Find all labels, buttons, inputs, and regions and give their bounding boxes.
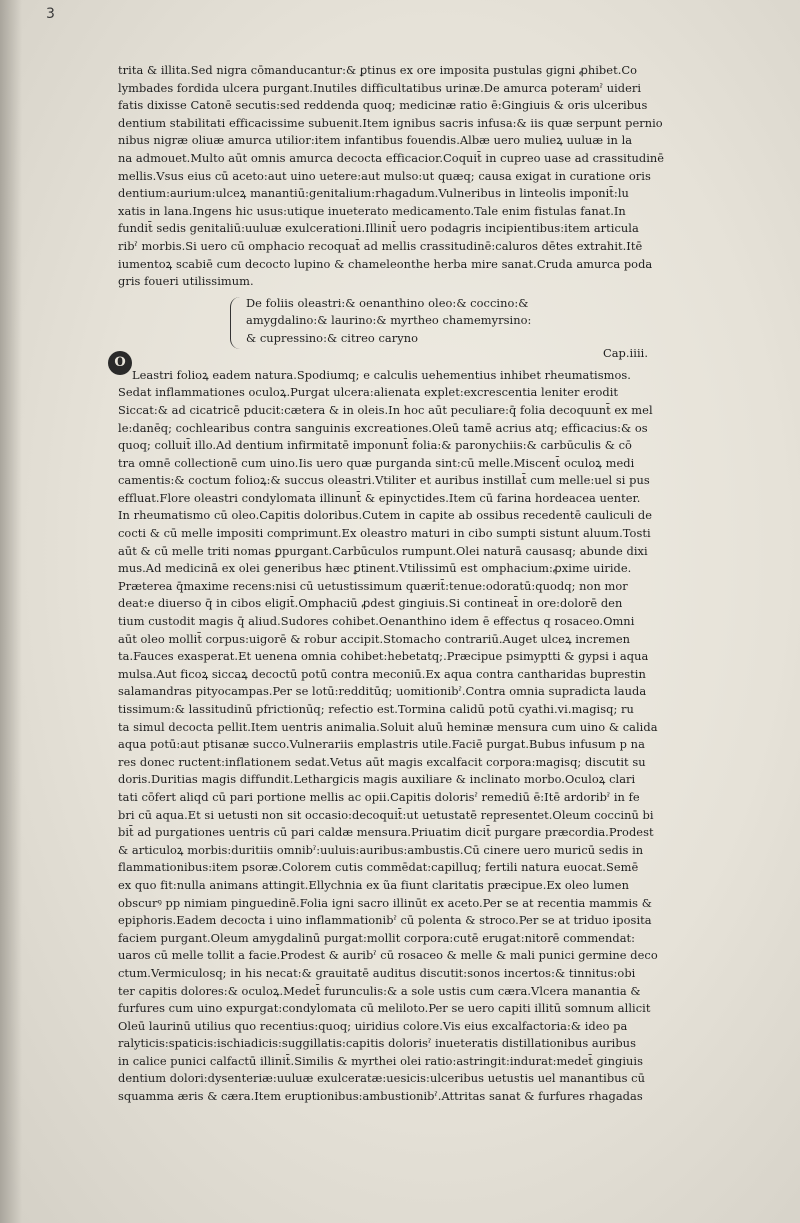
text-line: doris.Duritias magis diffundit.Lethargicis magis auxiliare & inclinato morbo.Oculoꝝ clari bbox=[118, 772, 636, 787]
text-line: uaros cū melle tollit a facie.Prodest & auribˀ cū rosaceo & melle & mali punici germine deco bbox=[118, 948, 658, 963]
text-line: In rheumatismo cū oleo.Capitis doloribus.Cutem in capite ab ossibus recedentē cauliculi de bbox=[118, 508, 653, 523]
chapter-heading bbox=[114, 293, 688, 370]
heading-brace bbox=[230, 297, 243, 349]
text-line: Siccat:& ad cicatricē pducit:cætera & in oleis.In hoc aūt peculiare:q̄ folia decoquunt̄ ex mel bbox=[118, 402, 653, 417]
text-line: camentis:& coctum folioꝝ:& succus oleastri.Vtiliter et auribus instillat̄ cum melle:uel si pus bbox=[118, 473, 650, 488]
text-line: ribˀ morbis.Si uero cū omphacio recoquat̄ ad mellis crassitudinē:caluros dētes extrahit.Itē bbox=[118, 238, 643, 253]
text-line: aūt & cū melle triti nomas ꝑpurgant.Carbūculos rumpunt.Olei naturā causasq; abunde dixi bbox=[118, 543, 648, 558]
text-line: ex quo fit:nulla animans attingit.Ellychnia ex ũa fiunt claritatis præcipue.Ex oleo lumen bbox=[118, 877, 629, 892]
text-line: ta.Fauces exasperat.Et uenena omnia cohibet:hebetatq;.Præcipue psimyptti & gypsi i aqua bbox=[118, 649, 649, 664]
text-line: bit̄ ad purgationes uentris cū pari caldæ mensura.Priuatim dicit̄ purgare præcordia.Prodest bbox=[118, 825, 654, 840]
paragraph-main bbox=[118, 367, 688, 1106]
text-line: Sedat inflammationes oculoꝝ.Purgat ulcera:alienata explet:excrescentia leniter erodit bbox=[118, 385, 619, 400]
text-line: squamma æris & cæra.Item eruptionibus:ambustionibˀ.Attritas sanat & furfures rhagadas bbox=[118, 1089, 643, 1104]
text-line: gris foueri utilissimum. bbox=[118, 274, 254, 289]
paragraph-top bbox=[118, 62, 688, 291]
text-line: xatis in lana.Ingens hic usus:utique inueterato medicamento.Tale enim fistulas fanat.In bbox=[118, 203, 626, 218]
text-line: nibus nigræ oliuæ amurca utilior:item infantibus fouendis.Albæ uero mulieꝝ uuluæ in la bbox=[118, 133, 633, 148]
text-line: trita & illita.Sed nigra cōmanducantur:& ꝑtinus ex ore imposita pustulas gigni ꝓhibet.Co bbox=[118, 63, 638, 77]
heading-line: De foliis oleastri:& oenanthino oleo:& coccino:& bbox=[246, 295, 529, 310]
text-line: faciem purgant.Oleum amygdalinū purgat:mollit corpora:cutē erugat:nitorē commendat: bbox=[118, 930, 636, 945]
text-line: fatis dixisse Catonē secutis:sed reddenda quoq; medicinæ ratio ē:Gingiuis & oris ulceribus bbox=[118, 98, 648, 113]
text-line: bri cū aqua.Et si uetusti non sit occasio:decoquit̄:ut uetustatē representet.Oleum coccinū bi bbox=[118, 807, 654, 822]
chapter-label: Cap.iiii. bbox=[602, 345, 648, 360]
text-line: cocti & cū melle impositi comprimunt.Ex oleastro maturi in cibo sumpti sistunt aluum.Tosti bbox=[118, 526, 651, 541]
text-line: flammationibus:item psoræ.Colorem cutis commēdat:capilluq; fertili natura euocat.Semē bbox=[118, 860, 639, 875]
text-line: quoq; colluit̄ illo.Ad dentium infirmitatē imponunt̄ folia:& paronychiis:& carbūculis & cō bbox=[118, 438, 632, 453]
heading-line: amygdalino:& laurino:& myrtheo chamemyrsino: bbox=[246, 313, 532, 328]
text-line: dentium stabilitati efficacissime subuenit.Item ignibus sacris infusa:& iis quæ serpunt pernio bbox=[118, 115, 663, 130]
text-line: Leastri folioꝝ eadem natura.Spodiumq; e calculis uehementius inhibet rheumatismos. bbox=[132, 367, 631, 382]
text-line: le:danēq; cochlearibus contra sanguinis excreationes.Oleū tamē acrius atq; efficacius:& os bbox=[118, 420, 648, 435]
text-line: salamandras pityocampas.Per se lotū:redditūq; uomitionibˀ.Contra omnia supradicta lauda bbox=[118, 684, 647, 699]
text-line: ta simul decocta pellit.Item uentris animalia.Soluit aluū heminæ mensura cum uino & calida bbox=[118, 719, 658, 734]
text-line: ctum.Vermiculosq; in his necat:& grauitatē auditus discutit:sonos incertos:& tinnitus:obi bbox=[118, 965, 636, 980]
heading-lines bbox=[246, 295, 531, 347]
text-line: furfures cum uino expurgat:condylomata cū meliloto.Per se uero capiti illitū somnum allicit bbox=[118, 1001, 651, 1016]
initial-letter: O bbox=[108, 351, 132, 375]
text-line: tium custodit magis q̄ aliud.Sudores cohibet.Oenanthino idem ē effectus q rosaceo.Omni bbox=[118, 614, 635, 629]
text-line: Præterea q̄maxime recens:nisi cū uetustissimum quærit̄:tenue:odoratū:quodq; non mor bbox=[118, 578, 628, 593]
text-line: aqua potū:aut ptisanæ succo.Vulnerariis emplastris utile.Faciē purgat.Bubus infusum p na bbox=[118, 737, 645, 752]
gutter-shadow bbox=[0, 0, 22, 1223]
text-line: tissimum:& lassitudinū pfrictionūq; refectio est.Tormina calidū potū cyathi.vi.magisq; ru bbox=[118, 702, 634, 716]
text-line: dentium dolori:dysenteriæ:uuluæ exulceratæ:uesicis:ulceribus uetustis uel manantibus cū bbox=[118, 1071, 645, 1086]
text-line: na admouet.Multo aūt omnis amurca decocta efficacior.Coquit̄ in cupreo uase ad crassitudinē bbox=[118, 150, 665, 165]
heading-line: & cupressino:& citreo caryno bbox=[246, 330, 418, 345]
text-line: ter capitis dolores:& oculoꝝ.Medet̄ furunculis:& a sole ustis cum cæra.Vlcera manantia & bbox=[118, 983, 641, 998]
text-line: Oleū laurinū utilius quo recentius:quoq; uiridius colore.Vis eius excalfactoria:& ideo pa bbox=[118, 1018, 628, 1033]
text-line: dentium:aurium:ulceꝝ manantiū:genitalium:rhagadum.Vulneribus in linteolis imponit̄:lu bbox=[118, 186, 629, 201]
text-block bbox=[114, 62, 688, 1106]
text-line: mellis.Vsus eius cū aceto:aut uino uetere:aut mulso:ut quæq; causa exigat in curatione oris bbox=[118, 168, 651, 183]
text-line: tra omnē collectionē cum uino.Iis uero quæ purganda sint:cū melle.Miscent̄ oculoꝝ medi bbox=[118, 455, 635, 470]
text-line: effluat.Flore oleastri condylomata illinunt̄ & epinyctides.Item cū farina hordeacea uenter. bbox=[118, 490, 641, 505]
text-line: iumentoꝝ scabiē cum decocto lupino & chameleonthe herba mire sanat.Cruda amurca poda bbox=[118, 256, 653, 271]
text-line: ralyticis:spaticis:ischiadicis:suggillatis:capitis dolorisˀ inueteratis distillationibus auribus bbox=[118, 1036, 636, 1051]
text-line: fundit̄ sedis genitaliū:uuluæ exulcerationi.Illinit̄ uero podagris incipientibus:item articula bbox=[118, 221, 639, 236]
text-line: deat:e diuerso q̄ in cibos eligit̄.Omphaciū ꝓdest gingiuis.Si contineat̄ in ore:dolorē den bbox=[118, 596, 623, 611]
text-line: tati cōfert aliqd cū pari portione mellis ac opii.Capitis dolorisˀ remediū ē:Itē ardoribˀ in fe bbox=[118, 789, 640, 804]
text-line: in calice punici calfactū illinit̄.Similis & myrthei olei ratio:astringit:indurat:medet̄ gingiuis bbox=[118, 1053, 643, 1068]
text-line: & articuloꝝ morbis:duritiis omnibˀ:uuluis:auribus:ambustis.Cū cinere uero muricū sedis in bbox=[118, 842, 644, 857]
text-line: mus.Ad medicinā ex olei generibus hæc ꝑtinent.Vtilissimū est omphacium:ꝓxime uiride. bbox=[118, 561, 632, 576]
text-line: mulsa.Aut ficoꝝ siccaꝝ decoctū potū contra meconiū.Ex aqua contra cantharidas buprestin bbox=[118, 666, 646, 681]
text-line: epiphoris.Eadem decocta i uino inflammationibˀ cū polenta & stroco.Per se at triduo iposita bbox=[118, 913, 652, 928]
corner-mark: 3 bbox=[46, 6, 55, 22]
text-line: lymbades fordida ulcera purgant.Inutiles difficultatibus urinæ.De amurca poteramˀ uideri bbox=[118, 80, 642, 95]
text-line: obscurꝰ pp nimiam pinguedinē.Folia igni sacro illinūt ex aceto.Per se at recentia mammis & bbox=[118, 895, 652, 910]
text-line: aūt oleo mollit̄ corpus:uigorē & robur accipit.Stomacho contrariū.Auget ulceꝝ incremen bbox=[118, 631, 631, 646]
text-line: res donec ructent:inflationem sedat.Vetus aūt magis excalfacit corpora:magisq; discutit su bbox=[118, 754, 646, 769]
